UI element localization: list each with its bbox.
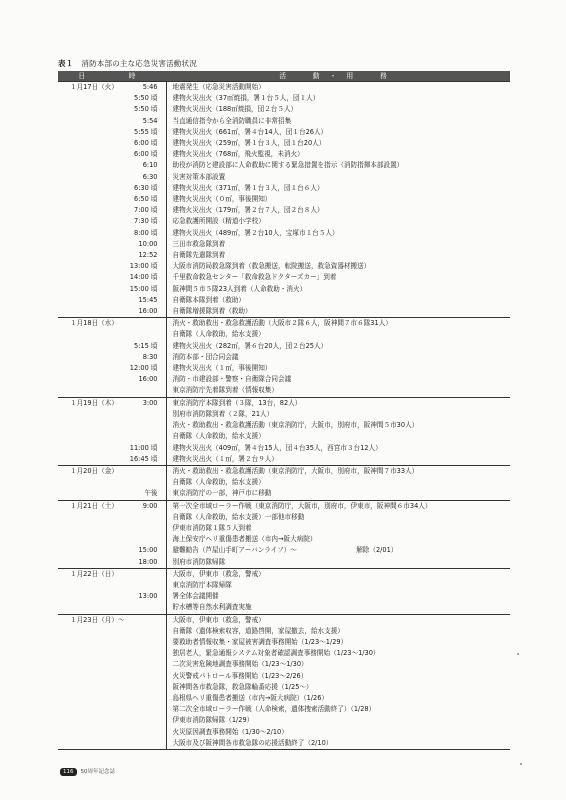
row-activity: 別府市消防隊帰隊 (172, 557, 226, 566)
row-time (88, 329, 166, 340)
row-date-empty (58, 454, 88, 466)
row-time (88, 512, 166, 523)
row-date-empty (58, 239, 88, 250)
row-date-empty (58, 534, 88, 545)
row-activity: 建物火災出火（371㎡，署１台３人，団１台６人） (172, 183, 324, 192)
row-date-empty (58, 250, 88, 261)
table-row (58, 306, 510, 318)
scan-speck (520, 763, 522, 765)
row-date-empty (58, 545, 88, 556)
row-time: 13:00 頃 (88, 261, 166, 272)
row-date-empty (58, 671, 88, 682)
row-activity: 建物火災出火（37㎡焼損，署１台５人，団１人） (172, 94, 320, 103)
table-row (58, 557, 510, 569)
table-row (58, 409, 510, 420)
row-activity: 海上保安庁ヘリ重傷患者搬送（市内→阪大病院） (172, 535, 317, 544)
row-activity: 当直通信指令から全消防職員に非常招集 (172, 116, 292, 125)
table-row (58, 580, 510, 591)
page-number: 116 (60, 768, 77, 776)
row-time: 6:30 頃 (88, 183, 166, 194)
row-time (88, 671, 166, 682)
row-date-empty (58, 738, 88, 750)
table-row (58, 512, 510, 523)
row-time: 5:50 頃 (88, 104, 166, 115)
row-activity: 東京消防庁本隊帰隊 (172, 580, 232, 589)
row-activity: 建物火災出火（409㎡，署４台15人，団４台35人，西宮市３台12人） (172, 443, 382, 452)
row-date: １月21日（土） (58, 500, 88, 512)
row-time (88, 682, 166, 693)
row-time (88, 534, 166, 545)
table-row (58, 477, 510, 488)
table-row (58, 385, 510, 397)
row-time: 5:46 (88, 82, 166, 94)
table-header-row (58, 71, 510, 82)
row-activity: 大阪市，伊東市（救急，警戒） (166, 614, 510, 626)
row-date-empty (58, 602, 88, 614)
table-row (58, 443, 510, 454)
table-row (58, 626, 510, 637)
table-row (58, 648, 510, 659)
table-row (58, 352, 510, 363)
table-row (58, 488, 510, 500)
row-activity: 消火・救助救出・救急救護活動（大阪市２隊６人，阪神間７市６隊31人） (166, 318, 510, 330)
row-date-empty (58, 284, 88, 295)
table-row (58, 183, 510, 194)
table-row (58, 93, 510, 104)
row-date-empty (58, 659, 88, 670)
row-date-empty (58, 93, 88, 104)
row-date-empty (58, 194, 88, 205)
table-row (58, 715, 510, 726)
scan-speck (517, 653, 519, 655)
header-activity: 活 動・用 務 (166, 71, 510, 82)
row-time (88, 727, 166, 738)
row-activity: 建物火災出火（259㎡，署１台３人，団１台20人） (172, 139, 326, 148)
row-time: 8:00 頃 (88, 228, 166, 239)
row-time (88, 693, 166, 704)
row-activity: 独居老人，緊急通報システム対象者確認調査事務開始（1/23～1/30） (172, 649, 380, 658)
row-activity: 自衛隊（人命救助，給水支援） (172, 330, 265, 339)
row-activity: 伊東市消防隊１隊５人到着 (172, 523, 252, 532)
activity-table (58, 71, 510, 750)
table-row (58, 82, 510, 94)
row-date-empty (58, 127, 88, 138)
row-activity: 避難勧告（芦屋山手町アーバンライフ）～ 解除（2/01） (172, 546, 398, 555)
row-time: 16:45 頃 (88, 454, 166, 466)
row-time: 16:00 (88, 306, 166, 318)
row-date-empty (58, 704, 88, 715)
row-activity: 要救助者情報収集・家屋被害調査事務開始（1/23～1/29） (172, 637, 348, 646)
row-date-empty (58, 682, 88, 693)
row-date-empty (58, 385, 88, 397)
row-activity: 建物火災出火（０㎡，事後開知） (172, 195, 272, 204)
row-activity: 島根県ヘリ重傷患者搬送（市内→阪大病院）（1/26） (172, 693, 328, 702)
table-row (58, 194, 510, 205)
table-row (58, 659, 510, 670)
row-time: 午後 (88, 488, 166, 500)
table-body (58, 82, 510, 750)
table-row (58, 329, 510, 340)
row-date-empty (58, 138, 88, 149)
row-date-empty (58, 160, 88, 171)
row-time (88, 420, 166, 431)
table-row (58, 160, 510, 171)
row-activity: 自衛隊（人命救助，給水支援） (172, 432, 265, 441)
row-date-empty (58, 172, 88, 183)
row-time (88, 715, 166, 726)
row-activity: 消防本部・団合同会議 (172, 352, 239, 361)
row-activity: 自衛隊（人命救助，給水支援）一部他市移動 (172, 512, 305, 521)
table-row (58, 545, 510, 556)
table-row (58, 682, 510, 693)
row-time (88, 626, 166, 637)
row-time: 12:00 頃 (88, 363, 166, 374)
row-date-empty (58, 363, 88, 374)
row-date-empty (58, 637, 88, 648)
row-date-empty (58, 205, 88, 216)
row-time: 5:54 (88, 116, 166, 127)
table-caption-label: 表１ (58, 59, 74, 68)
row-activity: 二次災害危険地調査事務開始（1/23～1/30） (172, 660, 308, 669)
table-row (58, 116, 510, 127)
row-activity: 応急救護所開設（精道小学校） (172, 217, 265, 226)
row-date-empty (58, 352, 88, 363)
row-time: 5:50 頃 (88, 93, 166, 104)
row-date: １月19日（木） (58, 397, 88, 409)
row-time (88, 637, 166, 648)
row-activity: 阪神間各市救急隊，救急隊輪番応援（1/25～） (172, 682, 313, 691)
table-row (58, 534, 510, 545)
row-date: １月22日（日） (58, 568, 88, 580)
row-time: 15:00 頃 (88, 284, 166, 295)
row-date-empty (58, 216, 88, 227)
row-time: 6:00 頃 (88, 138, 166, 149)
row-date-empty (58, 116, 88, 127)
row-time: 6:00 頃 (88, 149, 166, 160)
row-time: 10:00 (88, 239, 166, 250)
row-activity: 建物火災出火（１㎡，署２台９人） (172, 454, 278, 463)
row-time: 6:30 (88, 172, 166, 183)
row-activity: 東京消防庁の一部，神戸市に移動 (172, 489, 272, 498)
row-time (88, 523, 166, 534)
row-time: 11:00 頃 (88, 443, 166, 454)
row-activity: 自衛隊（遺体検索収容，道路啓開，家屋撤去，給水支援） (172, 626, 344, 635)
row-activity: 消火・救助救出・救急救護活動（東京消防庁，大阪市，別府市，阪神間５市30人） (172, 421, 419, 430)
row-date-empty (58, 715, 88, 726)
row-activity: 大阪市及び阪神間各市救急隊の応援活動終了（2/10） (172, 738, 333, 747)
row-activity: 署全体会議開催 (172, 592, 219, 601)
header-datetime: 日 時 (58, 71, 166, 82)
row-date-empty (58, 626, 88, 637)
row-activity: 建物火災出火（661㎡，署４台14人，団１台26人） (172, 127, 328, 136)
row-date-empty (58, 488, 88, 500)
row-time: 8:30 (88, 352, 166, 363)
row-activity: 地震発生（応急災害活動開始） (166, 82, 510, 94)
row-date-empty (58, 261, 88, 272)
row-time: 7:00 頃 (88, 205, 166, 216)
row-time: 5:55 頃 (88, 127, 166, 138)
row-activity: 自衛隊増援隊到着（救助） (172, 307, 252, 316)
row-time: 14:00 頃 (88, 272, 166, 283)
row-activity: 大阪市消防局救急隊到着（救急搬送，転院搬送，救急資器材搬送） (172, 262, 371, 271)
row-activity: 東京消防庁先着隊到着（情報収集） (172, 386, 278, 395)
row-date-empty (58, 443, 88, 454)
row-activity: 阪神間５市５隊23人到着（人命救助・消火） (172, 284, 307, 293)
row-time (88, 648, 166, 659)
row-date-empty (58, 409, 88, 420)
page-footer (60, 767, 115, 776)
row-activity: 災害対策本部設置 (172, 172, 226, 181)
row-date-empty (58, 104, 88, 115)
row-activity: 大阪市，伊東市（救急，警戒） (166, 568, 510, 580)
row-activity: 建物火災出火（１㎡，事後開知） (172, 364, 272, 373)
footer-text: 50周年記念誌 (80, 769, 115, 775)
row-date-empty (58, 374, 88, 385)
table-row (58, 228, 510, 239)
table-row (58, 523, 510, 534)
row-activity: 第一次全市域ローラー作戦（東京消防庁，大阪市，別府市，伊東市，阪神間６市34人） (166, 500, 510, 512)
row-activity: 貯水槽等自然水利調査実施 (172, 603, 252, 612)
row-time (88, 602, 166, 614)
row-date-empty (58, 523, 88, 534)
row-date-empty (58, 693, 88, 704)
table-row (58, 614, 510, 626)
row-date-empty (58, 580, 88, 591)
row-date-empty (58, 477, 88, 488)
row-date-empty (58, 183, 88, 194)
table-row (58, 420, 510, 431)
row-time (88, 580, 166, 591)
row-time: 3:00 (88, 397, 166, 409)
row-date-empty (58, 431, 88, 442)
row-activity: 建物火災出火（768㎡，飛火監視，未消火） (172, 150, 304, 159)
row-date: １月17日（火） (58, 82, 88, 94)
row-activity: 別府市消防隊到着（２隊，21人） (172, 409, 274, 418)
table-row (58, 138, 510, 149)
table-row (58, 318, 510, 330)
row-time: 5:15 頃 (88, 341, 166, 352)
row-time (88, 431, 166, 442)
table-caption (58, 58, 197, 69)
table-row (58, 205, 510, 216)
table-row (58, 295, 510, 306)
row-date-empty (58, 512, 88, 523)
row-activity: 千里救命救急センター「救命救急ドクターズカー」到着 (172, 273, 337, 282)
table-row (58, 704, 510, 715)
row-activity: 消防・市建設部・警察・自衛隊合同会議 (172, 375, 292, 384)
table-row (58, 431, 510, 442)
table-row (58, 465, 510, 477)
table-row (58, 374, 510, 385)
row-date-empty (58, 329, 88, 340)
row-time: 7:30 頃 (88, 216, 166, 227)
row-date: １月20日（金） (58, 465, 88, 477)
row-activity: 助役が消防と建設部に人命救助に関する緊急措置を指示（消防指揮本部設置） (172, 161, 404, 170)
row-activity: 消火・救助救出・救急救護活動（東京消防庁，大阪市，別府市，阪神間７市33人） (166, 465, 510, 477)
table-row (58, 397, 510, 409)
table-row (58, 127, 510, 138)
table-row (58, 284, 510, 295)
row-time: 18:00 (88, 557, 166, 569)
table-row (58, 104, 510, 115)
table-row (58, 727, 510, 738)
table-row (58, 500, 510, 512)
row-time: 16:00 (88, 374, 166, 385)
row-date-empty (58, 727, 88, 738)
table-row (58, 341, 510, 352)
row-date-empty (58, 557, 88, 569)
row-activity: 火災原因調査事務開始（1/30～2/10） (172, 727, 288, 736)
row-time: 15:45 (88, 295, 166, 306)
row-time (88, 385, 166, 397)
table-row (58, 738, 510, 750)
row-date: １月18日（水） (58, 318, 88, 330)
table-row (58, 239, 510, 250)
row-time (88, 738, 166, 750)
row-time: 6:50 頃 (88, 194, 166, 205)
row-activity: 建物火災出火（489㎡，署２台10人，宝塚市１台５人） (172, 228, 339, 237)
table-row (58, 454, 510, 466)
row-activity: 第二次全市域ローラー作戦（人命検索，遺体捜索活動終了）（1/28） (172, 705, 376, 714)
row-date-empty (58, 149, 88, 160)
row-activity: 三田市救急隊到着 (172, 239, 226, 248)
row-time: 12:52 (88, 250, 166, 261)
row-time: 9:00 (88, 500, 166, 512)
row-date: １月23日（月）～ (58, 614, 88, 626)
row-activity: 東京消防庁本隊到着（３隊，13台，82人） (166, 397, 510, 409)
row-activity: 火災警戒パトロール事務開始（1/23～2/26） (172, 671, 308, 680)
row-activity: 建物火災出火（179㎡，署２台７人，団２台８人） (172, 206, 324, 215)
table-caption-title: 消防本部の主な応急災害活動状況 (81, 59, 197, 68)
table-row (58, 591, 510, 602)
table-row (58, 149, 510, 160)
row-activity: 自衛隊本隊到着（救助） (172, 295, 246, 304)
row-time (88, 704, 166, 715)
row-date-empty (58, 341, 88, 352)
table-row (58, 250, 510, 261)
table-row (58, 261, 510, 272)
table-row (58, 363, 510, 374)
table-row (58, 272, 510, 283)
row-date-empty (58, 228, 88, 239)
row-date-empty (58, 295, 88, 306)
row-activity: 自衛隊先遣隊到着 (172, 251, 226, 260)
table-row (58, 693, 510, 704)
row-time (88, 477, 166, 488)
row-time (88, 659, 166, 670)
row-date-empty (58, 306, 88, 318)
row-activity: 自衛隊（人命救助，給水支援） (172, 478, 265, 487)
row-time: 13:00 (88, 591, 166, 602)
row-activity: 伊東市消防隊帰隊（1/29） (172, 716, 254, 725)
row-date-empty (58, 591, 88, 602)
row-date-empty (58, 648, 88, 659)
table-row (58, 568, 510, 580)
row-time: 6:10 (88, 160, 166, 171)
row-time: 15:00 (88, 545, 166, 556)
table-row (58, 671, 510, 682)
table-row (58, 172, 510, 183)
row-time (88, 409, 166, 420)
table-row (58, 637, 510, 648)
row-activity: 建物火災出火（188㎡焼損，団２台５人） (172, 105, 298, 114)
row-activity: 建物火災出火（282㎡，署６台20人，団２台25人） (172, 341, 328, 350)
row-date-empty (58, 272, 88, 283)
table-row (58, 216, 510, 227)
table-row (58, 602, 510, 614)
row-date-empty (58, 420, 88, 431)
